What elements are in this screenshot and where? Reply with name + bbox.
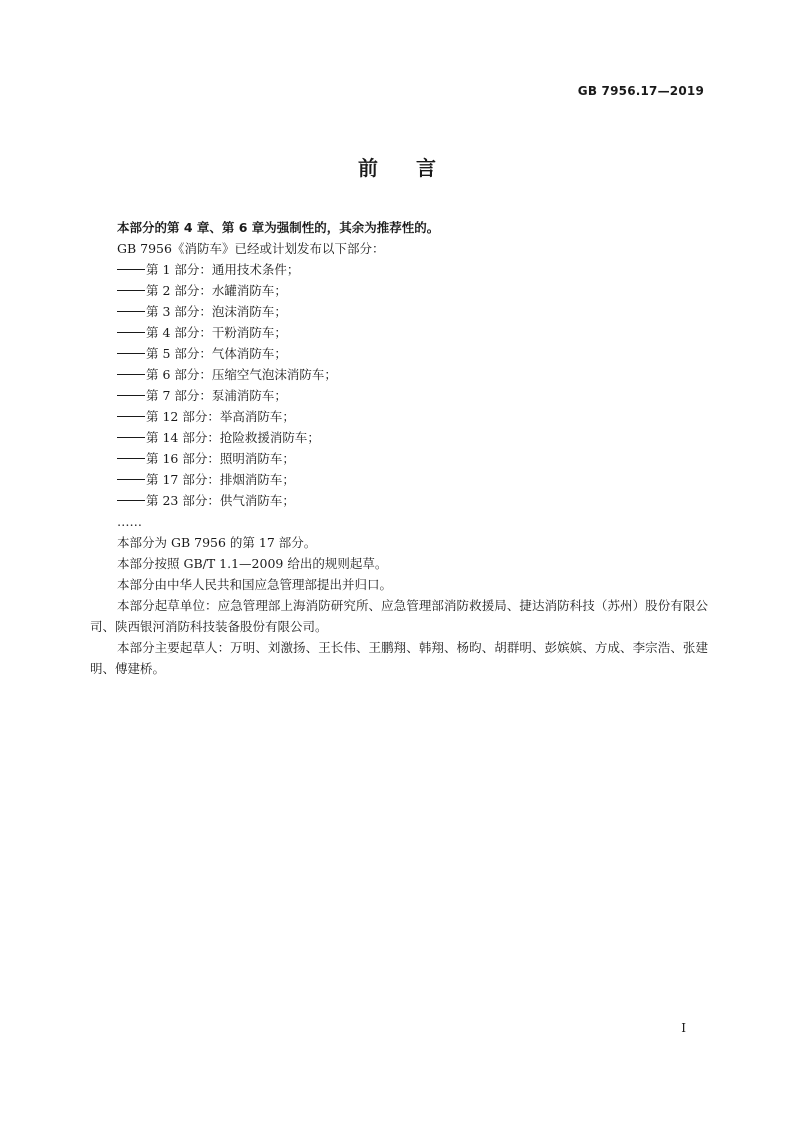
list-item	[90, 343, 708, 364]
list-item	[90, 490, 708, 511]
list-item	[90, 448, 708, 469]
list-item-text: 第 2 部分：水罐消防车；	[146, 283, 287, 298]
list-item-text: 第 7 部分：泵浦消防车；	[146, 388, 287, 403]
list-item	[90, 469, 708, 490]
mandatory-statement: 本部分的第 4 章、第 6 章为强制性的，其余为推荐性的。	[117, 220, 440, 235]
standard-number: GB 7956.17—2019	[577, 84, 704, 98]
proposed-by-statement: 本部分由中华人民共和国应急管理部提出并归口。	[117, 577, 393, 592]
list-item-text: 第 4 部分：干粉消防车；	[146, 325, 287, 340]
list-item-text: 第 1 部分：通用技术条件；	[146, 262, 300, 277]
parts-intro: GB 7956《消防车》已经或计划发布以下部分：	[117, 241, 385, 256]
drafters-statement: 本部分主要起草人：万明、刘激扬、王长伟、王鹏翔、韩翔、杨昀、胡群明、彭嫔嫔、方成、李宗浩、张建明、傅建桥。	[90, 640, 708, 676]
list-item-text: 第 3 部分：泡沫消防车；	[146, 304, 287, 319]
list-item-text: 第 5 部分：气体消防车；	[146, 346, 287, 361]
part-of-statement: 本部分为 GB 7956 的第 17 部分。	[117, 535, 317, 550]
drafting-rules-statement: 本部分按照 GB/T 1.1—2009 给出的规则起草。	[117, 556, 388, 571]
dash-mark	[117, 311, 145, 313]
dash-mark	[117, 437, 145, 439]
list-item	[90, 385, 708, 406]
parts-list	[90, 259, 708, 511]
dash-mark	[117, 374, 145, 376]
dash-mark	[117, 290, 145, 292]
page-title: 前言	[358, 156, 474, 180]
dash-mark	[117, 269, 145, 271]
dash-mark	[117, 500, 145, 502]
list-item-text: 第 14 部分：抢险救援消防车；	[146, 430, 320, 445]
preface-content	[90, 217, 708, 679]
list-item-text: 第 16 部分：照明消防车；	[146, 451, 295, 466]
dash-mark	[117, 395, 145, 397]
list-item-text: 第 17 部分：排烟消防车；	[146, 472, 295, 487]
list-item	[90, 301, 708, 322]
drafting-units-statement: 本部分起草单位：应急管理部上海消防研究所、应急管理部消防救援局、捷达消防科技（苏州）股份有限公司、陕西银河消防科技装备股份有限公司。	[90, 598, 708, 634]
ellipsis: ……	[117, 514, 142, 529]
dash-mark	[117, 458, 145, 460]
list-item	[90, 427, 708, 448]
dash-mark	[117, 353, 145, 355]
list-item-text: 第 6 部分：压缩空气泡沫消防车；	[146, 367, 337, 382]
list-item	[90, 406, 708, 427]
list-item	[90, 259, 708, 280]
list-item	[90, 364, 708, 385]
list-item-text: 第 12 部分：举高消防车；	[146, 409, 295, 424]
list-item-text: 第 23 部分：供气消防车；	[146, 493, 295, 508]
list-item	[90, 322, 708, 343]
dash-mark	[117, 479, 145, 481]
dash-mark	[117, 416, 145, 418]
dash-mark	[117, 332, 145, 334]
list-item	[90, 280, 708, 301]
page-number: I	[681, 1021, 686, 1035]
